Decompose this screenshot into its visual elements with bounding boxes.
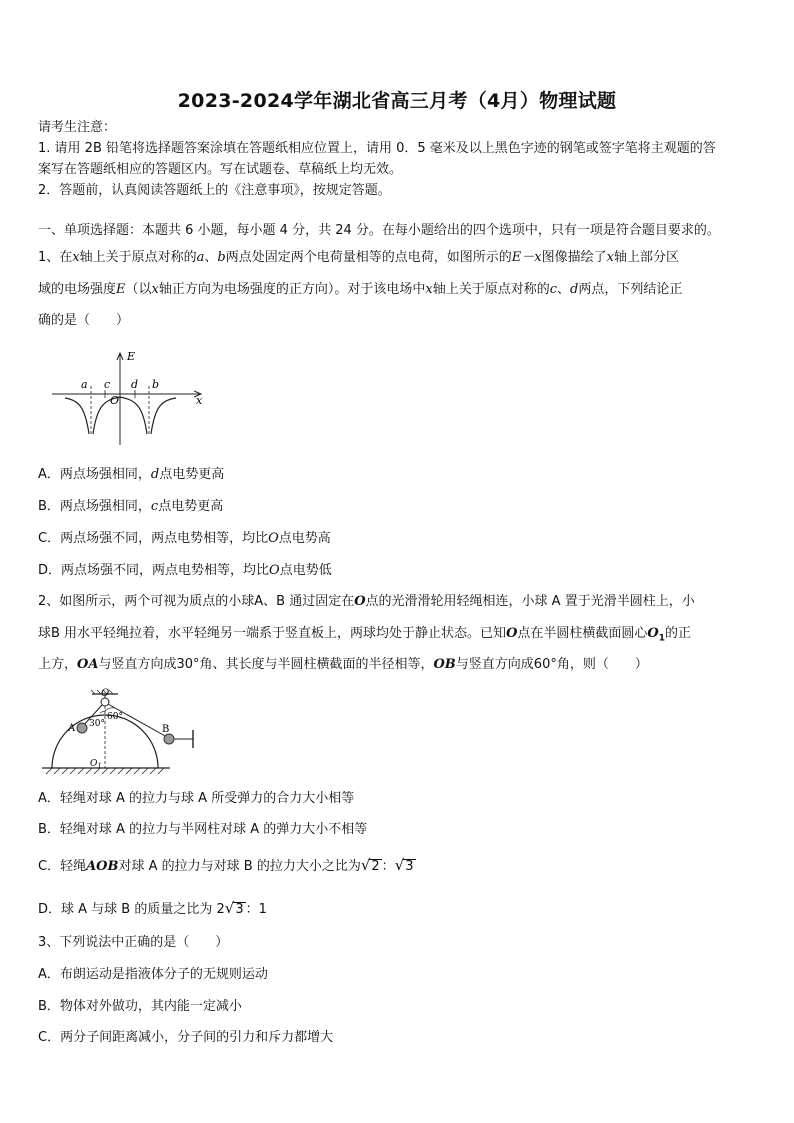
q1-option-a: A．两点场强相同，d点电势更高 (38, 467, 225, 482)
label-O1: $O_1$ (90, 759, 102, 770)
sqrt-3-mass: 3 (235, 902, 244, 917)
q1-line-1: 1、在x轴上关于原点对称的a、b两点处固定两个电荷量相等的点电荷，如图所示的E－x图像描绘了x轴上部分区 (38, 250, 679, 265)
ball-B (164, 734, 174, 744)
page-title: 2023-2024学年湖北省高三月考（4月）物理试题 (177, 90, 617, 112)
q2-option-c: C．轻绳AOB对球 A 的拉力与对球 B 的拉力大小之比为√2 ：√3 (38, 856, 414, 874)
q2-option-a: A．轻绳对球 A 的拉力与球 A 所受弹力的合力大小相等 (38, 791, 355, 806)
q1-option-b: B．两点场强相同，c点电势更高 (38, 499, 224, 514)
q3-option-b: B．物体对外做功，其内能一定减小 (38, 999, 242, 1014)
sqrt-3: 3 (405, 859, 414, 874)
label-b: b (152, 378, 160, 391)
label-x: x (196, 394, 203, 407)
notice-item-1-line-2: 案写在答题纸相应的答题区内。写在试题卷、草稿纸上均无效。 (38, 162, 403, 177)
q3-stem: 3、下列说法中正确的是（ ） (38, 935, 229, 950)
ball-A (77, 723, 87, 733)
q2-line-3: 上方，OA与竖直方向成30°角、其长度与半圆柱横截面的半径相等，OB与竖直方向成60°角，则（ ） (38, 657, 648, 672)
q2-pulley-diagram (38, 686, 208, 778)
q1-option-d: D．两点场强不同，两点电势相等，均比O点电势低 (38, 563, 332, 578)
label-B: B (162, 724, 170, 735)
notice-item-2: 2．答题前，认真阅读答题纸上的《注意事项》，按规定答题。 (38, 183, 391, 198)
q1-option-c: C．两点场强不同，两点电势相等，均比O点电势高 (38, 531, 331, 546)
q1-line-3: 确的是（ ） (38, 313, 130, 328)
q2-option-d: D．球 A 与球 B 的质量之比为 2√3 ：1 (38, 899, 267, 917)
q2-line-1: 2、如图所示，两个可视为质点的小球A、B 通过固定在O点的光滑滑轮用轻绳相连，小球 A 置于光滑半圆柱上，小 (38, 594, 695, 609)
ground-hatch (46, 768, 164, 774)
sqrt-2: 2 (371, 859, 380, 874)
label-O: O (101, 688, 110, 699)
q2-line-2: 球B 用水平轻绳拉着，水平轻绳另一端系于竖直板上，两球均处于静止状态。已知O点在半圆柱横截面圆心$O_1$的正 (38, 626, 692, 644)
q2-option-b: B．轻绳对球 A 的拉力与半网柱对球 A 的弹力大小不相等 (38, 822, 368, 837)
q1-ex-graph (48, 348, 208, 448)
label-O: O (110, 394, 120, 407)
label-30deg: 30° (89, 719, 105, 729)
pulley (101, 698, 109, 706)
curve-right (151, 398, 176, 434)
q1-line-2: 域的电场强度E（以x轴正方向为电场强度的正方向）。对于该电场中x轴上关于原点对称的c、d两点，下列结论正 (38, 282, 683, 297)
notice-header: 请考生注意： (38, 120, 117, 135)
curve-left (65, 398, 89, 434)
label-A: A (68, 723, 76, 734)
q3-option-a: A．布朗运动是指液体分子的无规则运动 (38, 967, 268, 982)
label-d: d (131, 378, 139, 391)
label-E: E (127, 350, 136, 363)
notice-item-1-line-1: 1. 请用 2B 铅笔将选择题答案涂填在答题纸相应位置上，请用 0．5 毫米及以上黑色字迹的钢笔或签字笔将主观题的答 (38, 141, 716, 156)
section-heading: 一、单项选择题：本题共 6 小题，每小题 4 分，共 24 分。在每小题给出的四个选项中，只有一项是符合题目要求的。 (38, 223, 720, 238)
q3-option-c: C．两分子间距离减小，分子间的引力和斥力都增大 (38, 1030, 334, 1045)
label-60deg: 60° (107, 712, 123, 722)
label-c: c (104, 378, 111, 391)
label-a: a (81, 378, 88, 391)
